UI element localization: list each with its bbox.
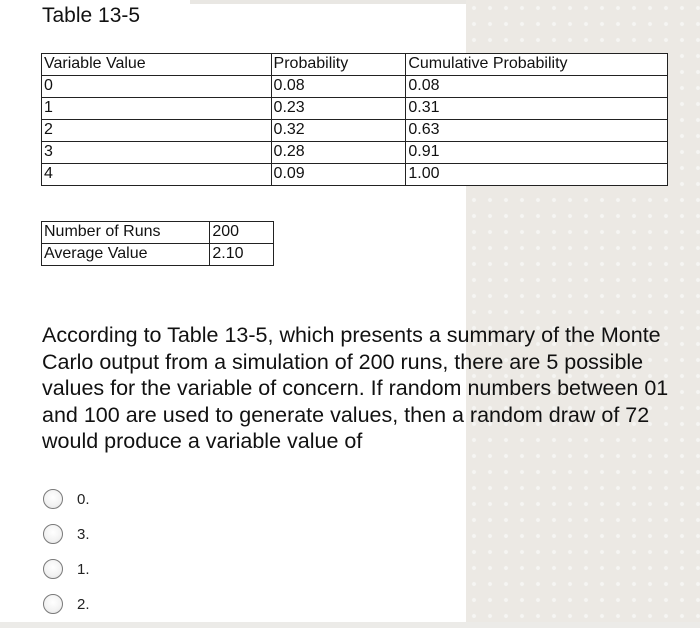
summary-table xyxy=(41,221,274,266)
radio-button[interactable] xyxy=(43,559,63,579)
option-label: 1. xyxy=(77,560,90,578)
table-row xyxy=(42,142,668,164)
option-label: 3. xyxy=(77,525,90,543)
option-label: 2. xyxy=(77,595,90,613)
radio-button[interactable] xyxy=(43,489,63,509)
summary-value: 200 xyxy=(210,222,274,244)
cell-probability: 0.28 xyxy=(271,142,406,164)
table-caption: Table 13-5 xyxy=(42,4,141,27)
cell-probability: 0.09 xyxy=(271,164,406,186)
question-text: According to Table 13-5, which presents a summary of the Monte Carlo output from a simulation of 200 runs, there are 5 possible values for the variable of concern. If random numbers between 01 and 100 are used to generate values, then a random draw of 72 would produce a variable value of xyxy=(42,323,669,453)
cell-cumulative-probability: 0.91 xyxy=(406,142,668,164)
cell-cumulative-probability: 0.63 xyxy=(406,120,668,142)
summary-value: 2.10 xyxy=(210,244,274,266)
answer-option[interactable] xyxy=(43,482,90,516)
background-strip-top xyxy=(190,0,466,4)
header-cumulative-probability: Cumulative Probability xyxy=(406,54,668,76)
cell-variable-value: 0 xyxy=(42,76,272,98)
cell-probability: 0.32 xyxy=(271,120,406,142)
cell-variable-value: 1 xyxy=(42,98,272,120)
cell-cumulative-probability: 1.00 xyxy=(406,164,668,186)
cell-variable-value: 2 xyxy=(42,120,272,142)
cell-cumulative-probability: 0.08 xyxy=(406,76,668,98)
table-row xyxy=(42,98,668,120)
answer-option[interactable] xyxy=(43,517,90,551)
header-probability: Probability xyxy=(271,54,406,76)
cell-variable-value: 3 xyxy=(42,142,272,164)
radio-button[interactable] xyxy=(43,594,63,614)
table-row xyxy=(42,76,668,98)
table-row xyxy=(42,244,274,266)
cell-probability: 0.23 xyxy=(271,98,406,120)
option-label: 0. xyxy=(77,490,90,508)
answer-options xyxy=(43,482,90,622)
summary-label: Average Value xyxy=(42,244,210,266)
table-row xyxy=(42,120,668,142)
table-row xyxy=(42,164,668,186)
answer-option[interactable] xyxy=(43,587,90,621)
summary-label: Number of Runs xyxy=(42,222,210,244)
distribution-table xyxy=(41,53,668,186)
table-row xyxy=(42,222,274,244)
cell-probability: 0.08 xyxy=(271,76,406,98)
background-strip-bottom xyxy=(0,622,700,628)
header-variable-value: Variable Value xyxy=(42,54,272,76)
answer-option[interactable] xyxy=(43,552,90,586)
table-header-row xyxy=(42,54,668,76)
radio-button[interactable] xyxy=(43,524,63,544)
cell-variable-value: 4 xyxy=(42,164,272,186)
cell-cumulative-probability: 0.31 xyxy=(406,98,668,120)
